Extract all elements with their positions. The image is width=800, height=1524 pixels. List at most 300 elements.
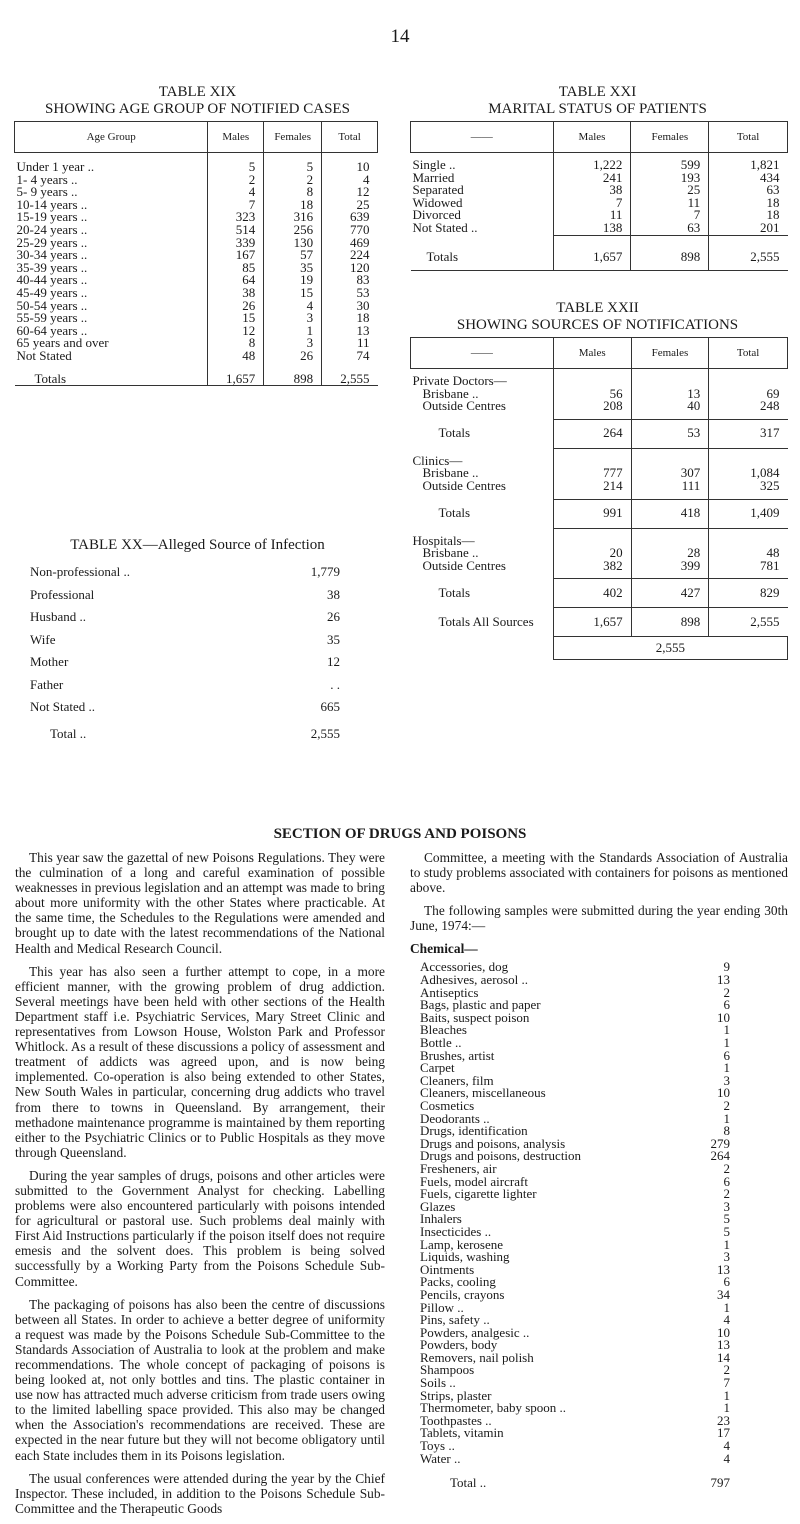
- chemical-name: Bags, plastic and paper: [420, 997, 541, 1013]
- table21-header-1: Males: [553, 122, 631, 153]
- table19-row-cell-3: 25: [322, 199, 378, 212]
- chemical-count: 6: [723, 997, 730, 1013]
- right-paragraphs: [410, 850, 788, 933]
- chemical-count: 4: [723, 1312, 730, 1328]
- table22-header-0: ——: [411, 338, 554, 369]
- table22-group-total-row-cell-2: 53: [631, 419, 709, 448]
- table20-row: [30, 606, 340, 629]
- table21-title: [415, 84, 780, 118]
- table21-row-cell-3: 63: [709, 184, 788, 197]
- chemical-name: Removers, nail polish: [420, 1349, 534, 1365]
- chemical-count: 2: [723, 984, 730, 1000]
- table22-row-cell-2: 13: [631, 388, 709, 401]
- table19-row-cell-1: 7: [208, 199, 264, 212]
- table19-row-cell-2: 256: [264, 224, 322, 237]
- table19-title: [20, 84, 375, 118]
- table21-header-3: Total: [709, 122, 788, 153]
- table19-subtitle: SHOWING AGE GROUP OF NOTIFIED CASES: [45, 101, 350, 117]
- table19-row-cell-1: 167: [208, 249, 264, 262]
- chemical-count: 3: [723, 1249, 730, 1265]
- table22-group-total-row: [411, 499, 788, 528]
- table21-row-cell-3: 1,821: [709, 159, 788, 172]
- chemical-count: 13: [717, 1337, 730, 1353]
- table22-group-heading: Hospitals—: [412, 532, 475, 548]
- table19-row-cell-2: 130: [264, 237, 322, 250]
- table21-total-row-cell-2: 898: [631, 235, 709, 270]
- table19-row-cell-0: 1- 4 years ..: [16, 171, 78, 187]
- chemical-count: 6: [723, 1047, 730, 1063]
- table19-row-cell-3: 120: [322, 262, 378, 275]
- table22-grand-total-row: [411, 637, 788, 660]
- chemical-count: 3: [723, 1198, 730, 1214]
- chemical-name: Insecticides ..: [420, 1223, 492, 1239]
- table20-row-label: Not Stated ..: [30, 699, 95, 714]
- table21-row-cell-1: 1,222: [553, 159, 631, 172]
- table20-row-label: Wife: [30, 631, 56, 647]
- table19-row-cell-1: 8: [208, 337, 264, 350]
- section-paragraph: The packaging of poisons has also been the centre of discussions between all States. In order to achieve a better degree of uniformity a request was made by the Poisons Schedule Sub-Committee to the Standards Association of Australia to look at the problem and make recommendations. The whole concept of packaging of poisons is being looked at, not only bottles and tins. The plastic container in use now has attracted much adverse criticism from trade users owing to the limited labelling space provided. This also may be changed when the Association's recommendations are received. These are expected in the near future but they will not become obligatory until each State includes them in its Poisons legislation.: [15, 1296, 385, 1463]
- table19-row-cell-3: 53: [322, 287, 378, 300]
- table21-row-cell-2: 193: [631, 172, 709, 185]
- table21-row-cell-1: 138: [553, 222, 631, 235]
- table19-row-cell-3: 10: [322, 161, 378, 174]
- table19-total-row-cell-1: 1,657: [208, 363, 264, 386]
- table19-row-cell-2: 57: [264, 249, 322, 262]
- table19-row-cell-1: 26: [208, 300, 264, 313]
- table22-all-sources-row-cell-0: Totals All Sources: [438, 614, 534, 630]
- table19-row-cell-0: 60-64 years ..: [16, 322, 88, 338]
- chemical-name: Soils ..: [420, 1375, 456, 1391]
- chemical-item: [420, 1198, 730, 1214]
- table20-row: [30, 674, 340, 697]
- spacer-cell: [411, 637, 554, 660]
- table22-group-total-row-cell-1: 402: [553, 579, 631, 608]
- table19-row-cell-2: 3: [264, 312, 322, 325]
- chemical-name: Cleaners, miscellaneous: [420, 1085, 546, 1101]
- table22-group-total-row-cell-1: 264: [553, 419, 631, 448]
- chemical-count: 1: [723, 1299, 730, 1315]
- chemical-item: [420, 1412, 730, 1428]
- table20-row-label: Non-professional ..: [30, 564, 131, 579]
- table22-header: [411, 338, 788, 369]
- chemical-name: Brushes, artist: [420, 1047, 495, 1063]
- chemical-count: 23: [717, 1412, 730, 1428]
- table21-row-cell-2: 7: [631, 209, 709, 222]
- table20-row: [30, 584, 340, 607]
- chemical-name: Bottle ..: [420, 1035, 462, 1051]
- section-paragraph: Committee, a meeting with the Standards Association of Australia to study problems associated with containers for poisons as mentioned above.: [410, 850, 788, 896]
- table19-header-3: Total: [322, 122, 378, 153]
- chemical-count: 1: [723, 1387, 730, 1403]
- table19-row-cell-3: 639: [322, 211, 378, 224]
- table21-row: [411, 222, 788, 235]
- table22-row-cell-3: 1,084: [709, 467, 788, 480]
- table19-body: [15, 153, 378, 386]
- table20-row-label: Father: [30, 676, 64, 692]
- table21-row-cell-3: 18: [709, 197, 788, 210]
- section-paragraph: This year saw the gazettal of new Poisons Regulations. They were the culmination of a long and careful examination of possible weaknesses in previous legislation and an attempt was made to bring about more uniformity with the other States where practicable. At the same time, the Schedules to the Regulations were amended and brought up to date with the latest recommendations of the National Health and Medical Research Council.: [15, 850, 385, 956]
- table19-total-row-cell-3: 2,555: [322, 363, 378, 386]
- table22-row-cell-1: 208: [553, 400, 631, 413]
- chemical-count: 9: [723, 959, 730, 975]
- chemical-total-label: Total ..: [450, 1475, 487, 1491]
- table19-row-cell-0: 40-44 years ..: [16, 272, 88, 288]
- table22-group-heading: Private Doctors—: [412, 373, 507, 388]
- table19-row-cell-2: 2: [264, 174, 322, 187]
- table22-row-cell-1: 777: [553, 467, 631, 480]
- table20-total-row-value: 2,555: [310, 725, 340, 741]
- table21-row-cell-2: 25: [631, 184, 709, 197]
- chemical-count: 10: [717, 1324, 730, 1340]
- table21-row-cell-2: 599: [631, 159, 709, 172]
- table21-row-cell-0: Divorced: [412, 207, 461, 223]
- chemical-name: Inhalers: [420, 1211, 462, 1227]
- table21-total-row-cell-3: 2,555: [709, 235, 788, 270]
- table21-row-cell-0: Widowed: [412, 194, 463, 210]
- chemical-name: Tablets, vitamin: [420, 1425, 504, 1441]
- chemical-count: 5: [723, 1211, 730, 1227]
- section-left-column: [15, 850, 385, 1524]
- chemical-name: Toys ..: [420, 1438, 455, 1454]
- table19-row-cell-2: 316: [264, 211, 322, 224]
- table19-row-cell-0: 55-59 years ..: [16, 310, 88, 326]
- table21-row-cell-1: 7: [553, 197, 631, 210]
- table22-all-sources-row-cell-1: 1,657: [553, 608, 631, 637]
- table20-total-row-label: Total ..: [50, 725, 87, 741]
- table20: [30, 561, 340, 745]
- table22-group-total-row: [411, 419, 788, 448]
- table22: [410, 337, 788, 660]
- table22-row-cell-0: Outside Centres: [422, 398, 506, 414]
- table21-row: [411, 197, 788, 210]
- table20-total-row: [30, 723, 340, 746]
- chemical-total-row: [420, 1477, 730, 1490]
- table19-row-cell-2: 18: [264, 199, 322, 212]
- table22-group-total-row-cell-3: 317: [709, 419, 788, 448]
- chemical-name: Drugs, identification: [420, 1123, 528, 1139]
- table22-row-cell-3: 248: [709, 400, 788, 413]
- table19-row-cell-2: 5: [264, 161, 322, 174]
- table21-row-cell-2: 63: [631, 222, 709, 235]
- table21-body: [411, 153, 788, 271]
- chemical-count: 3: [723, 1072, 730, 1088]
- table22-row-cell-0: Brisbane ..: [422, 545, 479, 561]
- table21-header-2: Females: [631, 122, 709, 153]
- chemical-item: [420, 1024, 730, 1037]
- chemical-name: Accessories, dog: [420, 959, 509, 975]
- section-paragraph: The following samples were submitted during the year ending 30th June, 1974:—: [410, 903, 788, 934]
- table19-row-cell-1: 12: [208, 325, 264, 338]
- table22-row-cell-0: Outside Centres: [422, 477, 506, 493]
- spacer-cell: [208, 153, 264, 162]
- chemical-item: [420, 1402, 730, 1415]
- table22-row-cell-0: Brisbane ..: [422, 385, 479, 401]
- table19-row-cell-0: Not Stated: [16, 347, 72, 363]
- page-number: 14: [390, 26, 410, 47]
- chemical-name: Powders, analgesic ..: [420, 1324, 530, 1340]
- chemical-name: Toothpastes ..: [420, 1412, 492, 1428]
- table19-row-cell-3: 83: [322, 274, 378, 287]
- table21: [410, 121, 788, 271]
- table21-subtitle: MARITAL STATUS OF PATIENTS: [488, 101, 707, 117]
- table20-row-value: 1,779: [310, 564, 340, 579]
- table22-group-total-row-cell-2: 418: [631, 499, 709, 528]
- chemical-name: Bleaches: [420, 1022, 467, 1038]
- table22-row-cell-3: 69: [709, 388, 788, 401]
- table19-header-1: Males: [208, 122, 264, 153]
- table19-row-cell-3: 13: [322, 325, 378, 338]
- table20-row-value: 665: [320, 699, 340, 714]
- chemical-name: Carpet: [420, 1060, 455, 1076]
- chemical-name: Strips, plaster: [420, 1387, 492, 1403]
- table22-row-cell-0: Outside Centres: [422, 557, 506, 573]
- table21-row: [411, 184, 788, 197]
- table20-row-value: . .: [330, 676, 340, 692]
- table19-row-cell-0: 45-49 years ..: [16, 284, 88, 300]
- table19-row-cell-0: 35-39 years ..: [16, 259, 88, 275]
- chemical-name: Pins, safety ..: [420, 1312, 490, 1328]
- table20-row-label: Professional: [30, 586, 95, 602]
- table22-row: [411, 400, 788, 413]
- table19-row-cell-1: 323: [208, 211, 264, 224]
- chemical-name: Thermometer, baby spoon ..: [420, 1400, 567, 1416]
- table21-row-cell-3: 201: [709, 222, 788, 235]
- chemical-count: 5: [723, 1223, 730, 1239]
- table19-row-cell-0: 30-34 years ..: [16, 247, 88, 263]
- chemical-count: 1: [723, 1060, 730, 1076]
- table22-header-1: Males: [553, 338, 631, 369]
- table20-row: [30, 561, 340, 584]
- section-right-column: [410, 850, 788, 1490]
- chemical-item: [420, 1286, 730, 1302]
- chemical-heading: Chemical—: [410, 941, 478, 957]
- table22-row-cell-0: Brisbane ..: [422, 465, 479, 481]
- table22-row-cell-2: 399: [631, 560, 709, 573]
- table22-group-total-row-cell-0: Totals: [438, 505, 471, 521]
- table22-group-total-row-cell-3: 829: [709, 579, 788, 608]
- table19-row-cell-1: 5: [208, 161, 264, 174]
- table19-header: [15, 122, 378, 153]
- chemical-item: [420, 1364, 730, 1377]
- table21-row-cell-0: Not Stated ..: [412, 220, 478, 236]
- chemical-count: 1: [723, 1022, 730, 1038]
- table22-title-text: TABLE XXII: [556, 300, 639, 316]
- chemical-count: 4: [723, 1438, 730, 1454]
- table20-row-label: Mother: [30, 654, 69, 669]
- table19-row-cell-3: 469: [322, 237, 378, 250]
- chemical-item: [420, 1387, 730, 1403]
- table21-row-cell-3: 434: [709, 172, 788, 185]
- chemical-name: Fuels, model aircraft: [420, 1173, 528, 1189]
- chemical-count: 2: [723, 1362, 730, 1378]
- chemical-count: 2: [723, 1160, 730, 1176]
- table22-group-total-row: [411, 579, 788, 608]
- section-paragraph: The usual conferences were attended during the year by the Chief Inspector. These included, in addition to the Poisons Schedule Sub-Committee and the Therapeutic Goods: [15, 1470, 385, 1516]
- chemical-name: Drugs and poisons, destruction: [420, 1148, 582, 1164]
- chemical-count: 1: [723, 1236, 730, 1252]
- table22-header-3: Total: [709, 338, 788, 369]
- table19-row-cell-2: 19: [264, 274, 322, 287]
- table19-row-cell-3: 770: [322, 224, 378, 237]
- table21-title-text: TABLE XXI: [558, 84, 637, 100]
- table20-row-value: 38: [327, 586, 340, 602]
- table19-row-cell-1: 514: [208, 224, 264, 237]
- table19-row-cell-2: 15: [264, 287, 322, 300]
- chemical-name: Lamp, kerosene: [420, 1236, 504, 1252]
- chemical-name: Adhesives, aerosol ..: [420, 972, 528, 988]
- chemical-list: [420, 961, 730, 1489]
- table19-row-cell-1: 15: [208, 312, 264, 325]
- chemical-name: Fresheners, air: [420, 1160, 497, 1176]
- table19-row-cell-2: 35: [264, 262, 322, 275]
- chemical-count: 1: [723, 1400, 730, 1416]
- chemical-name: Liquids, washing: [420, 1249, 510, 1265]
- table21-row: [411, 159, 788, 172]
- table19-row-cell-3: 224: [322, 249, 378, 262]
- chemical-name: Fuels, cigarette lighter: [420, 1186, 537, 1202]
- table19-row-cell-0: 25-29 years ..: [16, 234, 88, 250]
- table19-row-cell-2: 1: [264, 325, 322, 338]
- table19-row-cell-0: 5- 9 years ..: [16, 184, 78, 200]
- chemical-name: Deodorants ..: [420, 1110, 490, 1126]
- chemical-item: [420, 1440, 730, 1453]
- table19-row-cell-0: Under 1 year ..: [16, 159, 95, 174]
- table21-row-cell-1: 11: [553, 209, 631, 222]
- table22-body: [411, 369, 788, 660]
- table19-row-cell-3: 30: [322, 300, 378, 313]
- table22-row-cell-3: 781: [709, 560, 788, 573]
- section-heading: SECTION OF DRUGS AND POISONS: [273, 826, 527, 842]
- table20-row: [30, 629, 340, 652]
- table22-all-sources-row-cell-3: 2,555: [709, 608, 788, 637]
- table20-row: [30, 696, 340, 719]
- table19-row-cell-3: 11: [322, 337, 378, 350]
- table19-total-row-cell-2: 898: [264, 363, 322, 386]
- chemical-name: Cleaners, film: [420, 1072, 494, 1088]
- table19-row-cell-0: 10-14 years ..: [16, 196, 88, 212]
- table19: [14, 121, 378, 386]
- table19-row-cell-1: 4: [208, 186, 264, 199]
- table22-row-cell-3: 325: [709, 480, 788, 493]
- chemical-count: 14: [717, 1349, 730, 1365]
- chemical-count: 264: [710, 1148, 730, 1164]
- table22-row-cell-1: 382: [553, 560, 631, 573]
- table22-row-cell-2: 40: [631, 400, 709, 413]
- table19-row-cell-0: 15-19 years ..: [16, 209, 88, 225]
- table21-row-cell-3: 18: [709, 209, 788, 222]
- chemical-count: 13: [717, 972, 730, 988]
- table19-total-row: [15, 363, 378, 386]
- table19-row-cell-2: 26: [264, 350, 322, 363]
- table19-row-cell-2: 3: [264, 337, 322, 350]
- table22-group-heading: Clinics—: [412, 452, 463, 468]
- table19-row-cell-1: 48: [208, 350, 264, 363]
- table19-row-cell-1: 85: [208, 262, 264, 275]
- table19-row-cell-0: 20-24 years ..: [16, 221, 88, 237]
- table19-row-cell-1: 38: [208, 287, 264, 300]
- table22-group-total-row-cell-0: Totals: [438, 425, 471, 441]
- table21-row-cell-1: 241: [553, 172, 631, 185]
- chemical-count: 34: [717, 1286, 730, 1302]
- table22-row-cell-1: 20: [553, 547, 631, 560]
- table21-total-row-cell-0: Totals: [411, 235, 554, 270]
- chemical-count: 1: [723, 1035, 730, 1051]
- chemical-item: [420, 1450, 730, 1466]
- chemical-name: Baits, suspect poison: [420, 1009, 530, 1025]
- chemical-name: Drugs and poisons, analysis: [420, 1135, 566, 1151]
- chemical-name: Pillow ..: [420, 1299, 464, 1315]
- table20-row-value: 12: [327, 654, 340, 669]
- table19-row-cell-2: 8: [264, 186, 322, 199]
- table19-row-cell-3: 18: [322, 312, 378, 325]
- chemical-count: 6: [723, 1274, 730, 1290]
- table21-total-row: [411, 235, 788, 270]
- table21-row-cell-0: Married: [412, 169, 455, 185]
- chemical-count: 6: [723, 1173, 730, 1189]
- chemical-total-value: 797: [710, 1475, 730, 1491]
- chemical-count: 4: [723, 1450, 730, 1466]
- table19-header-0: Age Group: [15, 122, 208, 153]
- table19-row: [15, 350, 378, 363]
- section-paragraph: During the year samples of drugs, poisons and other articles were submitted to the Government Analyst for checking. Labelling problems were also encountered particularly with poisons intended for agricultural or pastoral use. Such problems deal mainly with First Aid Instructions particularly if the poison itself does not require emesis and the solvent does. This problem is being solved successfully by a Working Party from the Poisons Schedule Sub-Committee.: [15, 1167, 385, 1289]
- chemical-count: 279: [710, 1135, 730, 1151]
- table22-row-cell-2: 307: [631, 467, 709, 480]
- table19-row-cell-3: 74: [322, 350, 378, 363]
- table22-group-total-row-cell-1: 991: [553, 499, 631, 528]
- table21-row-cell-0: Single ..: [412, 157, 456, 172]
- table19-row-cell-1: 64: [208, 274, 264, 287]
- table19-row-cell-1: 339: [208, 237, 264, 250]
- chemical-name: Water ..: [420, 1450, 461, 1466]
- table19-row-cell-3: 4: [322, 174, 378, 187]
- table21-row-cell-1: 38: [553, 184, 631, 197]
- chemical-item: [420, 1047, 730, 1063]
- table21-row-cell-0: Separated: [412, 182, 464, 198]
- chemical-item: [420, 1427, 730, 1440]
- table22-row-cell-2: 28: [631, 547, 709, 560]
- table19-row-cell-0: 50-54 years ..: [16, 297, 88, 313]
- table22-row-cell-1: 214: [553, 480, 631, 493]
- table20-title: TABLE XX—Alleged Source of Infection: [70, 537, 325, 553]
- chemical-name: Antiseptics: [420, 984, 479, 1000]
- table19-row-cell-0: 65 years and over: [16, 335, 109, 351]
- chemical-name: Powders, body: [420, 1337, 498, 1353]
- table21-header-0: ——: [411, 122, 554, 153]
- table20-row-value: 26: [327, 609, 340, 624]
- chemical-name: Pencils, crayons: [420, 1286, 505, 1302]
- chemical-count: 10: [717, 1009, 730, 1025]
- chemical-name: Shampoos: [420, 1362, 475, 1378]
- chemical-name: Ointments: [420, 1261, 475, 1277]
- table22-row: [411, 480, 788, 493]
- table22-group-total-row-cell-0: Totals: [438, 585, 471, 601]
- table19-row-cell-3: 12: [322, 186, 378, 199]
- chemical-count: 13: [717, 1261, 730, 1277]
- table22-row-cell-1: 56: [553, 388, 631, 401]
- table21-row: [411, 172, 788, 185]
- chemical-count: 2: [723, 1098, 730, 1113]
- section-paragraph: This year has also seen a further attempt to cope, in a more efficient manner, with the growing problem of drug addiction. Several meetings have been held with other sections of the Health Department staff i.e. Psychiatric Services, Mary Street Clinic and representatives from Lowson House, Wolston Park and Professor Whitlock. As a result of these discussions a policy of assessment and treatment of addicts was agreed upon, and is now being implemented. Co-operation is also being extended to other States, New South Wales in particular, concerning drug addicts who travel from there to towns in Queensland. By arrangement, their methadone maintenance programme is maintained by them reporting either to the Psychiatric Clinics or to Public Hospitals as they move through Queensland.: [15, 963, 385, 1160]
- table19-title-text: TABLE XIX: [158, 84, 237, 100]
- table22-title: [415, 300, 780, 334]
- table22-row: [411, 560, 788, 573]
- table21-header: [411, 122, 788, 153]
- chemical-count: 2: [723, 1186, 730, 1202]
- table22-all-sources-row: [411, 608, 788, 637]
- chemical-count: 1: [723, 1110, 730, 1126]
- table19-header-2: Females: [264, 122, 322, 153]
- table22-grand-total: 2,555: [553, 637, 787, 660]
